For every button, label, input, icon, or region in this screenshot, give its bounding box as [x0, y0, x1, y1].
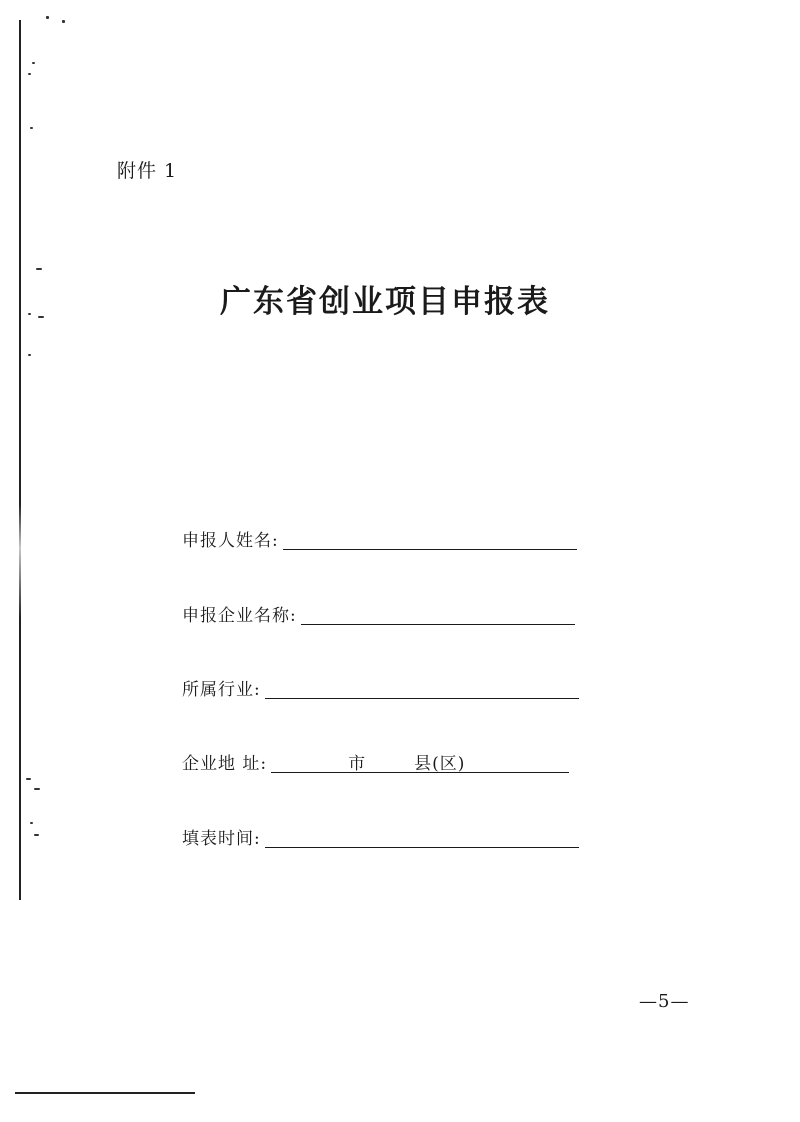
company-name-field	[182, 597, 575, 627]
binding-edge-line	[19, 20, 21, 900]
scan-speck	[34, 788, 40, 790]
fill-date-field	[182, 820, 579, 850]
company-name-label: 申报企业名称:	[182, 606, 297, 626]
address-field	[182, 745, 569, 775]
scan-speck	[26, 778, 31, 780]
scan-speck	[30, 822, 33, 824]
scan-speck	[30, 127, 33, 129]
scan-speck	[36, 268, 42, 270]
industry-blank[interactable]	[265, 676, 579, 699]
scan-speck	[28, 354, 31, 356]
attachment-label: 附件 1	[117, 160, 178, 182]
scan-speck	[28, 73, 31, 75]
form-title: 广东省创业项目申报表	[220, 284, 550, 320]
scan-speck	[46, 16, 49, 19]
address-city-suffix: 市	[348, 754, 367, 774]
fill-date-label: 填表时间:	[182, 829, 261, 849]
address-county-suffix: 县(区)	[414, 754, 466, 774]
company-name-blank[interactable]	[301, 602, 575, 625]
applicant-name-label: 申报人姓名:	[182, 531, 279, 551]
footnote-divider	[15, 1092, 195, 1094]
scan-speck	[32, 62, 35, 64]
fill-date-blank[interactable]	[265, 825, 579, 848]
industry-field	[182, 671, 579, 701]
industry-label: 所属行业:	[182, 680, 261, 700]
applicant-name-field	[182, 522, 577, 552]
page-number: —5—	[639, 991, 690, 1012]
address-label: 企业地 址:	[182, 754, 268, 774]
applicant-name-blank[interactable]	[283, 527, 577, 550]
scan-speck	[34, 834, 39, 836]
address-blank[interactable]	[271, 750, 569, 773]
scan-speck	[62, 20, 65, 23]
